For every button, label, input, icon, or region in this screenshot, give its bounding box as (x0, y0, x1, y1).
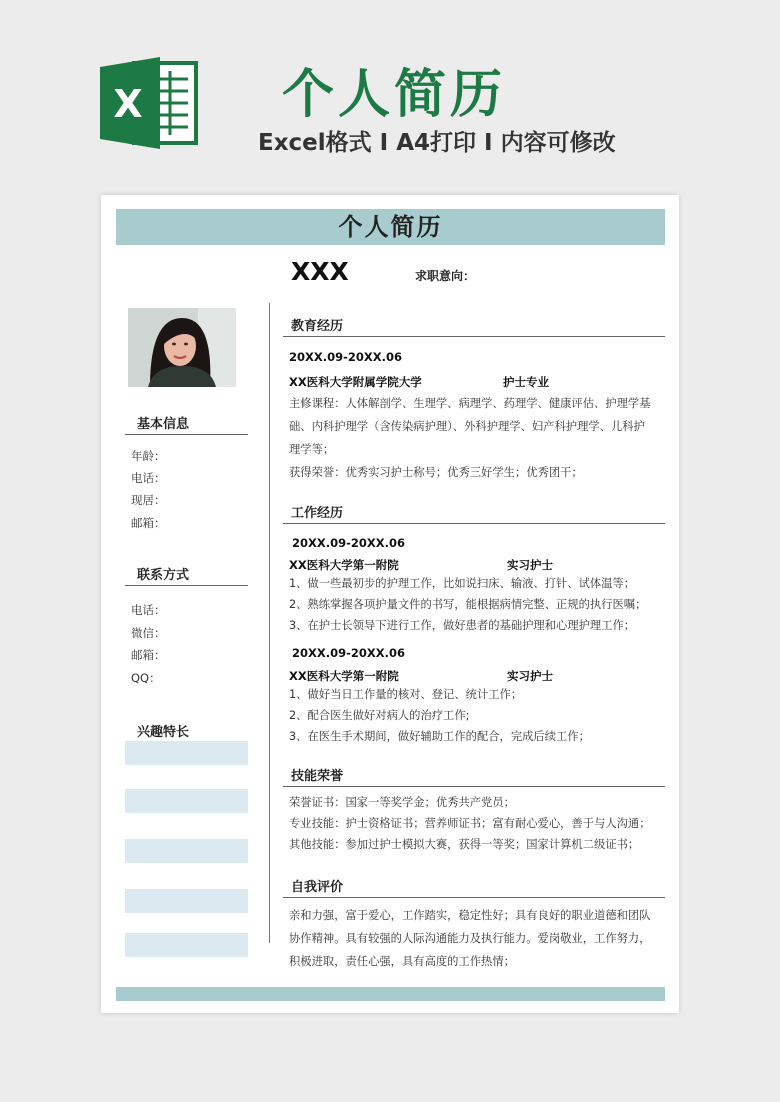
interest-slot (125, 839, 248, 863)
contact-title: 联系方式 (137, 568, 190, 583)
self-eval-line: 积极进取，责任心强，具有高度的工作热情； (289, 955, 515, 968)
work-line: 2、熟练掌握各项护量文件的书写，能根据病情完整、正规的执行医嘱； (289, 598, 647, 611)
contact-wechat: 微信： (131, 626, 166, 640)
contact-qq: QQ： (131, 671, 161, 685)
self-eval-divider (283, 897, 665, 898)
work-date: 20XX.09-20XX.06 (292, 646, 405, 660)
skills-line: 荣誉证书：国家一等奖学金；优秀共产党员； (289, 796, 515, 809)
profile-photo (128, 308, 236, 387)
skills-line: 专业技能：护士资格证书；营养师证书；富有耐心爱心，善于与人沟通； (289, 817, 651, 830)
promo-format: Excel格式 (258, 130, 372, 156)
resume-header-title: 个人简历 (116, 209, 665, 245)
education-date: 20XX.09-20XX.06 (289, 350, 402, 364)
interests-title: 兴趣特长 (137, 725, 190, 740)
work-line: 2、配合医生做好对病人的治疗工作; (289, 709, 470, 722)
excel-logo-icon (100, 57, 200, 149)
work-role: 实习护士 (507, 558, 553, 572)
self-eval-title: 自我评价 (291, 880, 344, 895)
basic-info-email: 邮箱： (131, 516, 166, 530)
promo-sep: I (484, 130, 493, 156)
job-intent-label: 求职意向： (415, 269, 476, 283)
work-line: 1、做一些最初步的护理工作，比如说扫床、输液、打针、试体温等； (289, 577, 636, 590)
education-line: 理学等； (289, 443, 335, 456)
education-major: 护士专业 (503, 375, 549, 389)
skills-divider (283, 786, 665, 787)
education-line: 主修课程：人体解剖学、生理学、病理学、药理学、健康评估、护理学基 (289, 397, 651, 410)
work-details (289, 684, 661, 747)
skills-details (289, 792, 661, 855)
basic-info-title: 基本信息 (137, 417, 190, 432)
candidate-name: XXX (291, 257, 349, 286)
interest-slot (125, 789, 248, 813)
work-line: 3、在护士长领导下进行工作，做好患者的基础护理和心理护理工作； (289, 619, 636, 632)
work-divider (283, 523, 665, 524)
work-line: 1、做好当日工作量的核对、登记、统计工作； (289, 688, 523, 701)
work-role: 实习护士 (507, 669, 553, 683)
basic-info-divider (125, 434, 248, 435)
promo-sep: I (379, 130, 389, 156)
skills-line: 其他技能：参加过护士模拟大赛，获得一等奖；国家计算机二级证书； (289, 838, 640, 851)
education-line: 获得荣誉：优秀实习护士称号；优秀三好学生；优秀团干； (289, 466, 583, 479)
promo-edit: 内容可修改 (500, 130, 616, 156)
education-title: 教育经历 (291, 319, 344, 334)
work-org: XX医科大学第一附院 (289, 669, 399, 683)
interest-slot (125, 741, 248, 765)
basic-info-residence: 现居： (131, 493, 166, 507)
interest-slot (125, 933, 248, 957)
education-details (289, 392, 661, 484)
work-details (289, 573, 661, 636)
self-eval-line: 协作精神。具有较强的人际沟通能力及执行能力。爱岗敬业，工作努力， (289, 932, 651, 945)
promo-title: 个人简历 (282, 65, 507, 125)
self-eval-line: 亲和力强，富于爱心，工作踏实，稳定性好；具有良好的职业道德和团队 (289, 909, 651, 922)
promo-print: A4打印 (396, 130, 477, 156)
contact-divider (125, 585, 248, 586)
education-school: XX医科大学附属学院大学 (289, 375, 422, 389)
work-date: 20XX.09-20XX.06 (292, 536, 405, 550)
basic-info-age: 年龄： (131, 449, 166, 463)
resume-sheet (101, 195, 679, 1013)
work-org: XX医科大学第一附院 (289, 558, 399, 572)
work-line: 3、在医生手术期间，做好辅助工作的配合，完成后续工作； (289, 730, 590, 743)
skills-title: 技能荣誉 (291, 769, 344, 784)
promo-subtitle (258, 124, 678, 157)
contact-email: 邮箱： (131, 648, 166, 662)
column-divider (269, 303, 270, 943)
education-divider (283, 336, 665, 337)
education-line: 础、内科护理学（含传染病护理）、外科护理学、妇产科护理学、儿科护 (289, 420, 645, 433)
basic-info-phone: 电话： (131, 471, 166, 485)
self-eval-details (289, 904, 661, 973)
interest-slot (125, 889, 248, 913)
resume-footer-bar (116, 987, 665, 1001)
work-title: 工作经历 (291, 506, 344, 521)
excel-logo-letter: X (113, 82, 143, 126)
contact-phone: 电话： (131, 603, 166, 617)
